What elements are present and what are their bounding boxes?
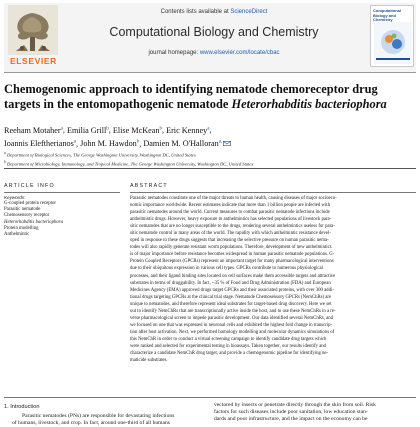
author-name[interactable]: Reeham Motaher	[4, 125, 61, 135]
affiliation-marker: a	[4, 151, 6, 155]
envelope-icon[interactable]	[223, 141, 231, 146]
abstract-line: we focused on one that was expressed in neuronal cells and exhibited the highest fold change in transcrip-	[130, 322, 333, 328]
affiliation-marker[interactable]: a	[73, 139, 77, 145]
abstract-line: Protein Coupled Receptors (GPCRs) represent an important target for many pharmacological interventions	[130, 259, 334, 265]
author	[143, 139, 231, 148]
affiliation-marker[interactable]: a,	[218, 139, 223, 145]
title-line-2-prefix: targets in the entomopathogenic nematode	[4, 97, 232, 111]
divider	[4, 397, 416, 398]
abstract-line: maticide substrates.	[130, 358, 168, 364]
author-name[interactable]: Eric Kenney	[166, 125, 208, 135]
abstract-line: this NemChR in order to conduct a virtual screening campaign to identify candidate drug targets which	[130, 336, 327, 342]
abstract-line: oped in response to these drugs suggests that increasing the selective pressure on human parasitic nema-	[130, 238, 329, 244]
affiliation-text: Department of Microbiology, Immunology, and Tropical Medicine, The George Washington University, Washington DC, United States	[6, 161, 254, 167]
author-name[interactable]: Damien M. O'Halloran	[143, 139, 219, 149]
title-species-name: Heterorhabditis bacteriophora	[231, 97, 387, 111]
abstract-body	[130, 195, 416, 364]
author-list	[4, 123, 416, 150]
abstract-line: characterize a candidate NemChR drug target, and provide a chemogenomic pipeline for identifying ne-	[130, 351, 329, 357]
abstract-line: tion after host activation. Next, we performed homology modelling and molecular dynamics simulations of	[130, 329, 335, 335]
divider	[4, 192, 120, 193]
keyword-item: Protein modelling	[4, 225, 39, 231]
divider	[4, 168, 416, 169]
abstract-line: were ranked and selected for experimental testing in bioassays. Taken together, our results identify and	[130, 343, 327, 349]
homepage-prefix: journal homepage:	[148, 50, 200, 56]
keywords-list	[4, 201, 120, 238]
journal-cover-icon[interactable]	[370, 5, 414, 67]
elsevier-tree-icon	[8, 5, 58, 55]
cover-artwork	[374, 22, 412, 64]
intro-line: factors for such diseases include poor sanitation, low education stan-	[214, 409, 368, 416]
introduction-column-1	[12, 413, 207, 427]
affiliation	[4, 150, 416, 159]
intro-line: dards and poor infrastructure, and the impact on the economy can be	[214, 416, 368, 423]
abstract-line: sitic nematodes that are no longer susceptible to the drugs, rendering several anthelmintics useless for para-	[130, 224, 335, 230]
intro-line: vectored by insects or penetrate directly through the skin from soil. Risk	[214, 402, 376, 408]
keyword-item: Chemosensory receptor	[4, 213, 50, 219]
keyword-item: G-coupled protein receptor	[4, 201, 56, 206]
affiliation-list	[4, 150, 416, 168]
article-info-heading: ARTICLE INFO	[4, 183, 55, 189]
abstract-line: tional drugs targeting GPCRs at the clinical trial stage. Nematode Chemosensory GPCRs (NemChRs) are	[130, 294, 332, 300]
contents-availability	[64, 9, 364, 15]
introduction-heading: 1. Introduction	[4, 404, 40, 410]
author-name[interactable]: Ioannis Eleftherianos	[4, 139, 74, 149]
author	[80, 139, 139, 148]
author-name[interactable]: John M. Hawdon	[80, 139, 137, 149]
author	[113, 126, 162, 135]
abstract-line: is of major importance before resistance becomes widespread in human parasitic nematode populations. G-	[130, 252, 335, 258]
abstract-line: nomic importance worldwide. Recent estimates indicate that more than 1 billion people are infected with	[130, 203, 330, 209]
author-separator: ,	[108, 125, 113, 135]
abstract-line: processes, and their ligand binding sites located on cell surfaces make them accessible targets and attractive	[130, 273, 336, 279]
abstract-line: substrates in terms of druggability. In fact, ~35 % of Food and Drug Administration (FDA) and European	[130, 280, 331, 286]
author	[4, 126, 63, 135]
introduction-column-2	[214, 402, 416, 424]
abstract-line: verse pharmacological screen to impede parasitic development. Our data identified several NemChRs, and	[130, 315, 333, 321]
abstract-line: out to identify NemChRs that are transcriptionally active inside the host, and to use these NemChRs in a re-	[130, 308, 336, 314]
abstract-line: due to their ubiquitous expression in various cell types. GPCRs contribute to numerous physiological	[130, 266, 323, 272]
author-separator: ,	[76, 139, 81, 149]
author-separator: ,	[62, 125, 67, 135]
author-name[interactable]: Elise McKean	[112, 125, 160, 135]
publisher-wordmark: ELSEVIER	[10, 56, 57, 66]
author	[4, 139, 76, 148]
abstract-line: sitic nematode control in many areas of the world. The rapidity with which anthelmintic resistance devel-	[130, 231, 331, 237]
affiliation-marker[interactable]: a	[60, 126, 63, 131]
author-separator: ,	[209, 125, 212, 135]
abstract-line: unique to nematodes, and therefore represent ideal substrates for target-based drug discovery. Here we set	[130, 301, 332, 307]
journal-homepage	[64, 50, 364, 56]
contents-prefix: Contents lists available at	[160, 9, 231, 15]
keywords-label: Keywords:	[4, 195, 26, 200]
intro-line: Parasitic nematodes (PNs) are responsible for devastating infections	[22, 413, 175, 419]
abstract-line: todes will also rapidly generate resistant worm populations. Therefore, development of new anthelmintics	[130, 245, 332, 251]
journal-title: Computational Biology and Chemistry	[109, 25, 319, 39]
affiliation-text: Department of Biological Sciences, The George Washington University, Washington DC, United States	[6, 152, 196, 158]
intro-line: of humans, livestock, and crop. In fact, around one-third of all humans	[12, 420, 170, 426]
affiliation-marker: b	[4, 159, 6, 164]
divider	[130, 192, 416, 193]
keyword-item: Heterorhabditis bacteriophora	[4, 219, 64, 225]
abstract-line: anthelmintic drugs. However, heavy exposure to anthelmintics has selected populations of livestock para-	[130, 217, 332, 223]
affiliation-marker[interactable]: a	[207, 126, 210, 131]
keyword-item: Anthelmintic	[4, 232, 30, 238]
abstract-line: parasitic nematodes around the world. Current measures to combat parasitic nematode infections include	[130, 210, 330, 216]
journal-header	[4, 3, 416, 73]
abstract-line: Medicines Agency (EMA) approved drugs target GPCRs and their associated proteins, with over 300 addi-	[130, 287, 334, 293]
keyword-item: Parasitic nematode	[4, 207, 41, 213]
article-title	[4, 82, 416, 112]
author-name[interactable]: Emilia Grill	[66, 125, 107, 135]
journal-homepage-link[interactable]: www.elsevier.com/locate/cbac	[199, 50, 280, 56]
cover-title: Computational Biology and Chemistry	[373, 8, 401, 23]
affiliation-marker[interactable]: b	[106, 126, 109, 131]
author-separator: ,	[161, 125, 167, 135]
sciencedirect-link[interactable]: ScienceDirect	[230, 9, 268, 15]
abstract-line: Parasitic nematodes constitute one of the major threats to human health, causing diseases of major socioeco-	[130, 196, 337, 201]
author	[166, 125, 212, 135]
abstract-heading: ABSTRACT	[130, 183, 168, 189]
affiliation-marker[interactable]: b	[159, 126, 162, 131]
affiliation-marker[interactable]: b	[136, 139, 140, 145]
author	[67, 126, 109, 135]
author-separator: ,	[139, 139, 144, 149]
affiliation	[4, 159, 416, 168]
title-line-1: Chemogenomic approach to identifying nematode chemoreceptor drug	[4, 82, 378, 96]
